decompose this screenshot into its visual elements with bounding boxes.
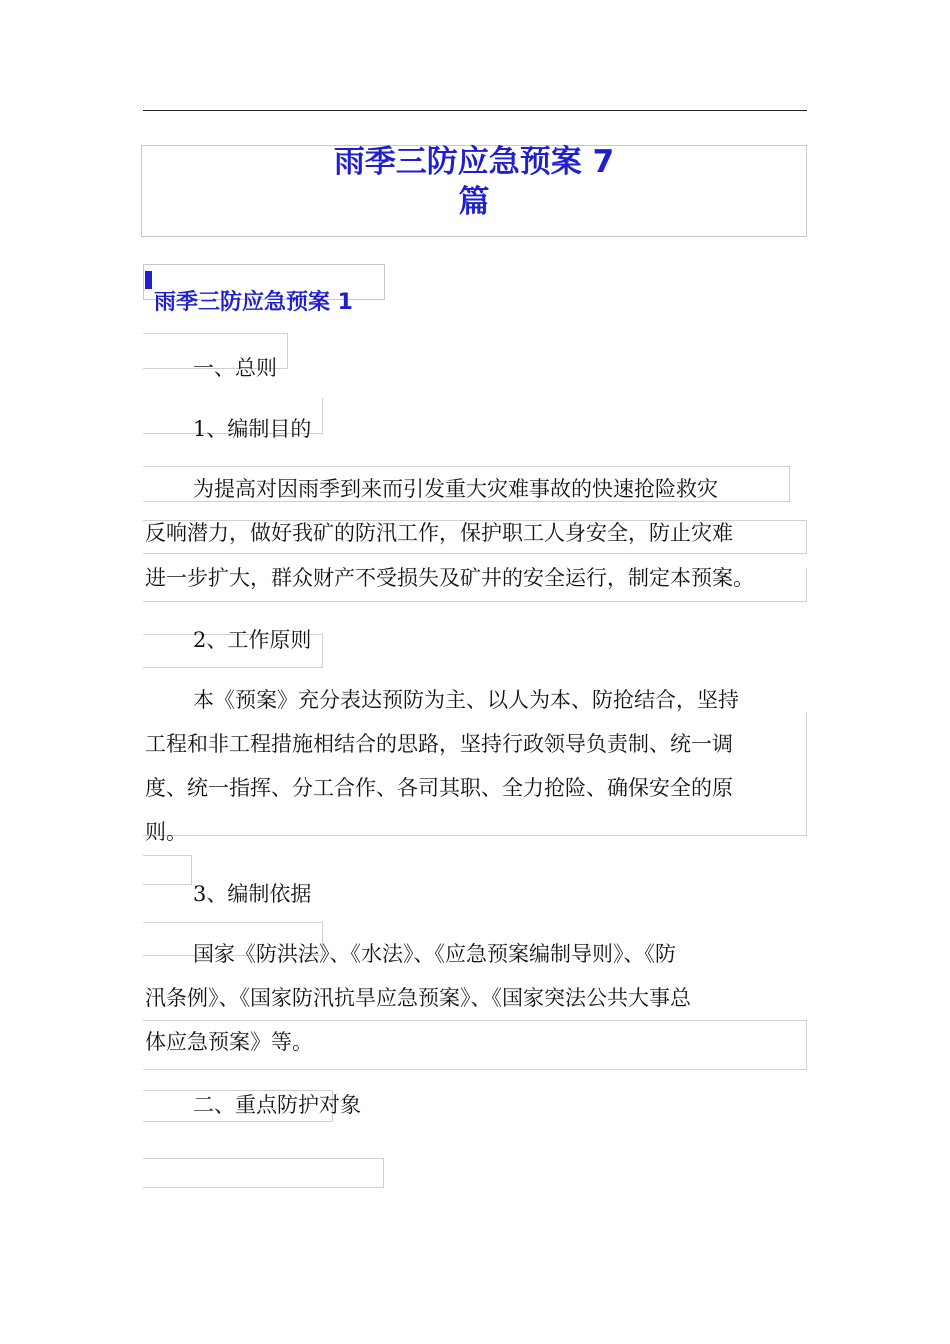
title-line-1: 雨季三防应急预案 7 [333, 144, 615, 180]
paragraph-line: 为提高对因雨季到来而引发重大灾难事故的快速抢险救灾 [193, 477, 718, 501]
top-rule [143, 110, 807, 111]
paragraph-line: 反响潜力，做好我矿的防汛工作，保护职工人身安全，防止灾难 [145, 521, 733, 545]
paragraph-line: 则。 [145, 820, 187, 844]
paragraph-line: 汛条例》、《国家防汛抗旱应急预案》、《国家突法公共大事总 [145, 986, 691, 1010]
heading-key-targets: 二、重点防护对象 [193, 1093, 361, 1117]
document-title [141, 142, 807, 222]
paragraph-line: 进一步扩大，群众财产不受损失及矿井的安全运行，制定本预案。 [145, 566, 754, 590]
heading-general: 一、总则 [193, 356, 277, 380]
section-marker [145, 271, 152, 289]
title-line-2: 篇 [458, 184, 490, 220]
paragraph-line: 度、统一指挥、分工合作、各司其职、全力抢险、确保安全的原 [145, 776, 733, 800]
frame [143, 855, 192, 885]
heading-purpose: 1、编制目的 [193, 417, 312, 441]
paragraph-line: 体应急预案》等。 [145, 1030, 313, 1054]
paragraph-line: 工程和非工程措施相结合的思路，坚持行政领导负责制、统一调 [145, 732, 733, 756]
heading-principle: 2、工作原则 [193, 628, 312, 652]
frame [143, 1158, 384, 1188]
paragraph-line: 国家《防洪法》、《水法》、《应急预案编制导则》、《防 [193, 942, 676, 966]
section-title: 雨季三防应急预案 1 [154, 290, 353, 315]
paragraph-line: 本《预案》充分表达预防为主、以人为本、防抢结合，坚持 [193, 688, 739, 712]
heading-basis: 3、编制依据 [193, 882, 312, 906]
